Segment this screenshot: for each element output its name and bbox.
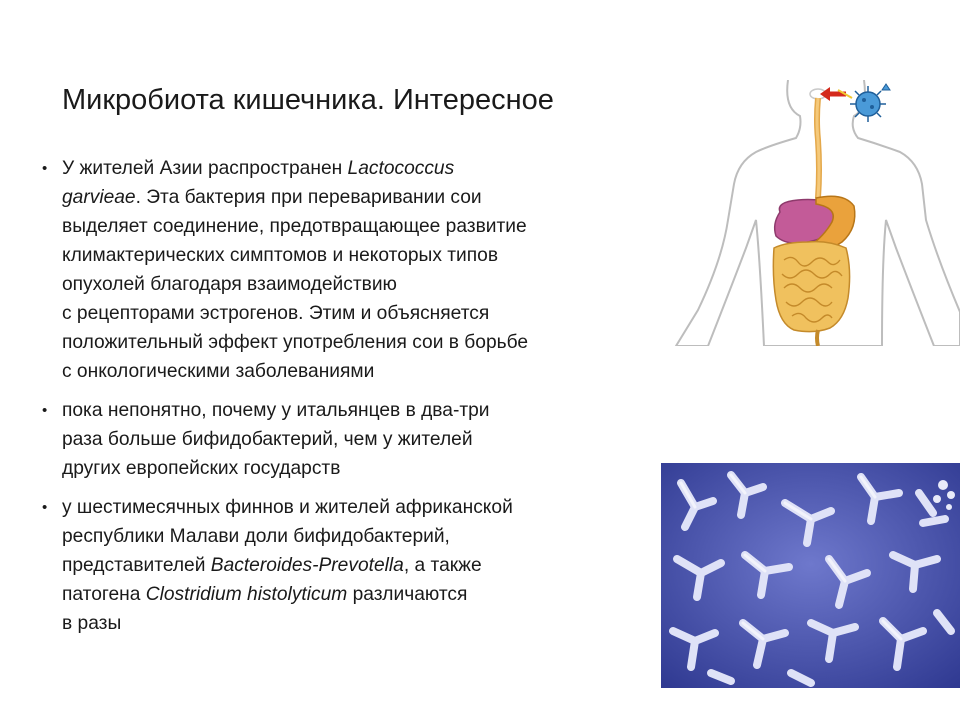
- bullet-line: [62, 270, 648, 299]
- bullet-line: [62, 454, 648, 483]
- italic-term: Bacteroides-Prevotella: [210, 555, 404, 576]
- bullet-line: [62, 493, 648, 522]
- bullet-line: [62, 522, 648, 551]
- bullet-item: [42, 154, 648, 386]
- text-run: раза больше бифидобактерий, чем у жителей: [62, 429, 473, 450]
- text-run: других европейских государств: [62, 458, 341, 479]
- slide-title: Микробиота кишечника. Интересное: [62, 84, 554, 116]
- bullet-line: [62, 154, 648, 183]
- text-run: у шестимесячных финнов и жителей африканской: [62, 497, 513, 518]
- text-run: патогена: [62, 584, 146, 605]
- bullet-line: [62, 425, 648, 454]
- text-run: различаются: [347, 584, 468, 605]
- bullet-item: [42, 493, 648, 638]
- text-run: представителей: [62, 555, 211, 576]
- text-run: выделяет соединение, предотвращающее развитие: [62, 216, 527, 237]
- italic-term: Clostridium histolyticum: [145, 584, 348, 605]
- bullet-line: [62, 212, 648, 241]
- bullet-line: [62, 551, 648, 580]
- bullet-icon: •: [42, 402, 48, 419]
- text-run: с онкологическими заболеваниями: [62, 361, 375, 382]
- bullet-line: [62, 241, 648, 270]
- bullet-line: [62, 609, 648, 638]
- bullet-line: [62, 396, 648, 425]
- bullet-line: [62, 328, 648, 357]
- text-run: . Эта бактерия при переваривании сои: [135, 187, 482, 208]
- bullet-icon: •: [42, 499, 48, 516]
- text-run: , а также: [403, 555, 482, 576]
- italic-term: Lactococcus: [347, 158, 455, 179]
- text-run: климактерических симптомов и некоторых типов: [62, 245, 499, 266]
- bullet-line: [62, 299, 648, 328]
- bullet-line: [62, 183, 648, 212]
- text-run: опухолей благодаря взаимодействию: [62, 274, 397, 295]
- bullet-item: [42, 396, 648, 483]
- bullet-line: [62, 580, 648, 609]
- text-run: в разы: [62, 613, 122, 634]
- italic-term: garvieae: [62, 187, 136, 208]
- bullet-list: [42, 154, 648, 648]
- text-run: У жителей Азии распространен: [62, 158, 348, 179]
- bullet-icon: •: [42, 160, 48, 177]
- text-run: пока непонятно, почему у итальянцев в два-три: [62, 400, 490, 421]
- text-run: республики Малави доли бифидобактерий,: [62, 526, 450, 547]
- bullet-line: [62, 357, 648, 386]
- text-run: с рецепторами эстрогенов. Этим и объясняется: [62, 303, 490, 324]
- text-run: положительный эффект употребления сои в борьбе: [62, 332, 529, 353]
- bacteria-micrograph: [661, 463, 960, 688]
- digestive-system-illustration: [668, 80, 960, 346]
